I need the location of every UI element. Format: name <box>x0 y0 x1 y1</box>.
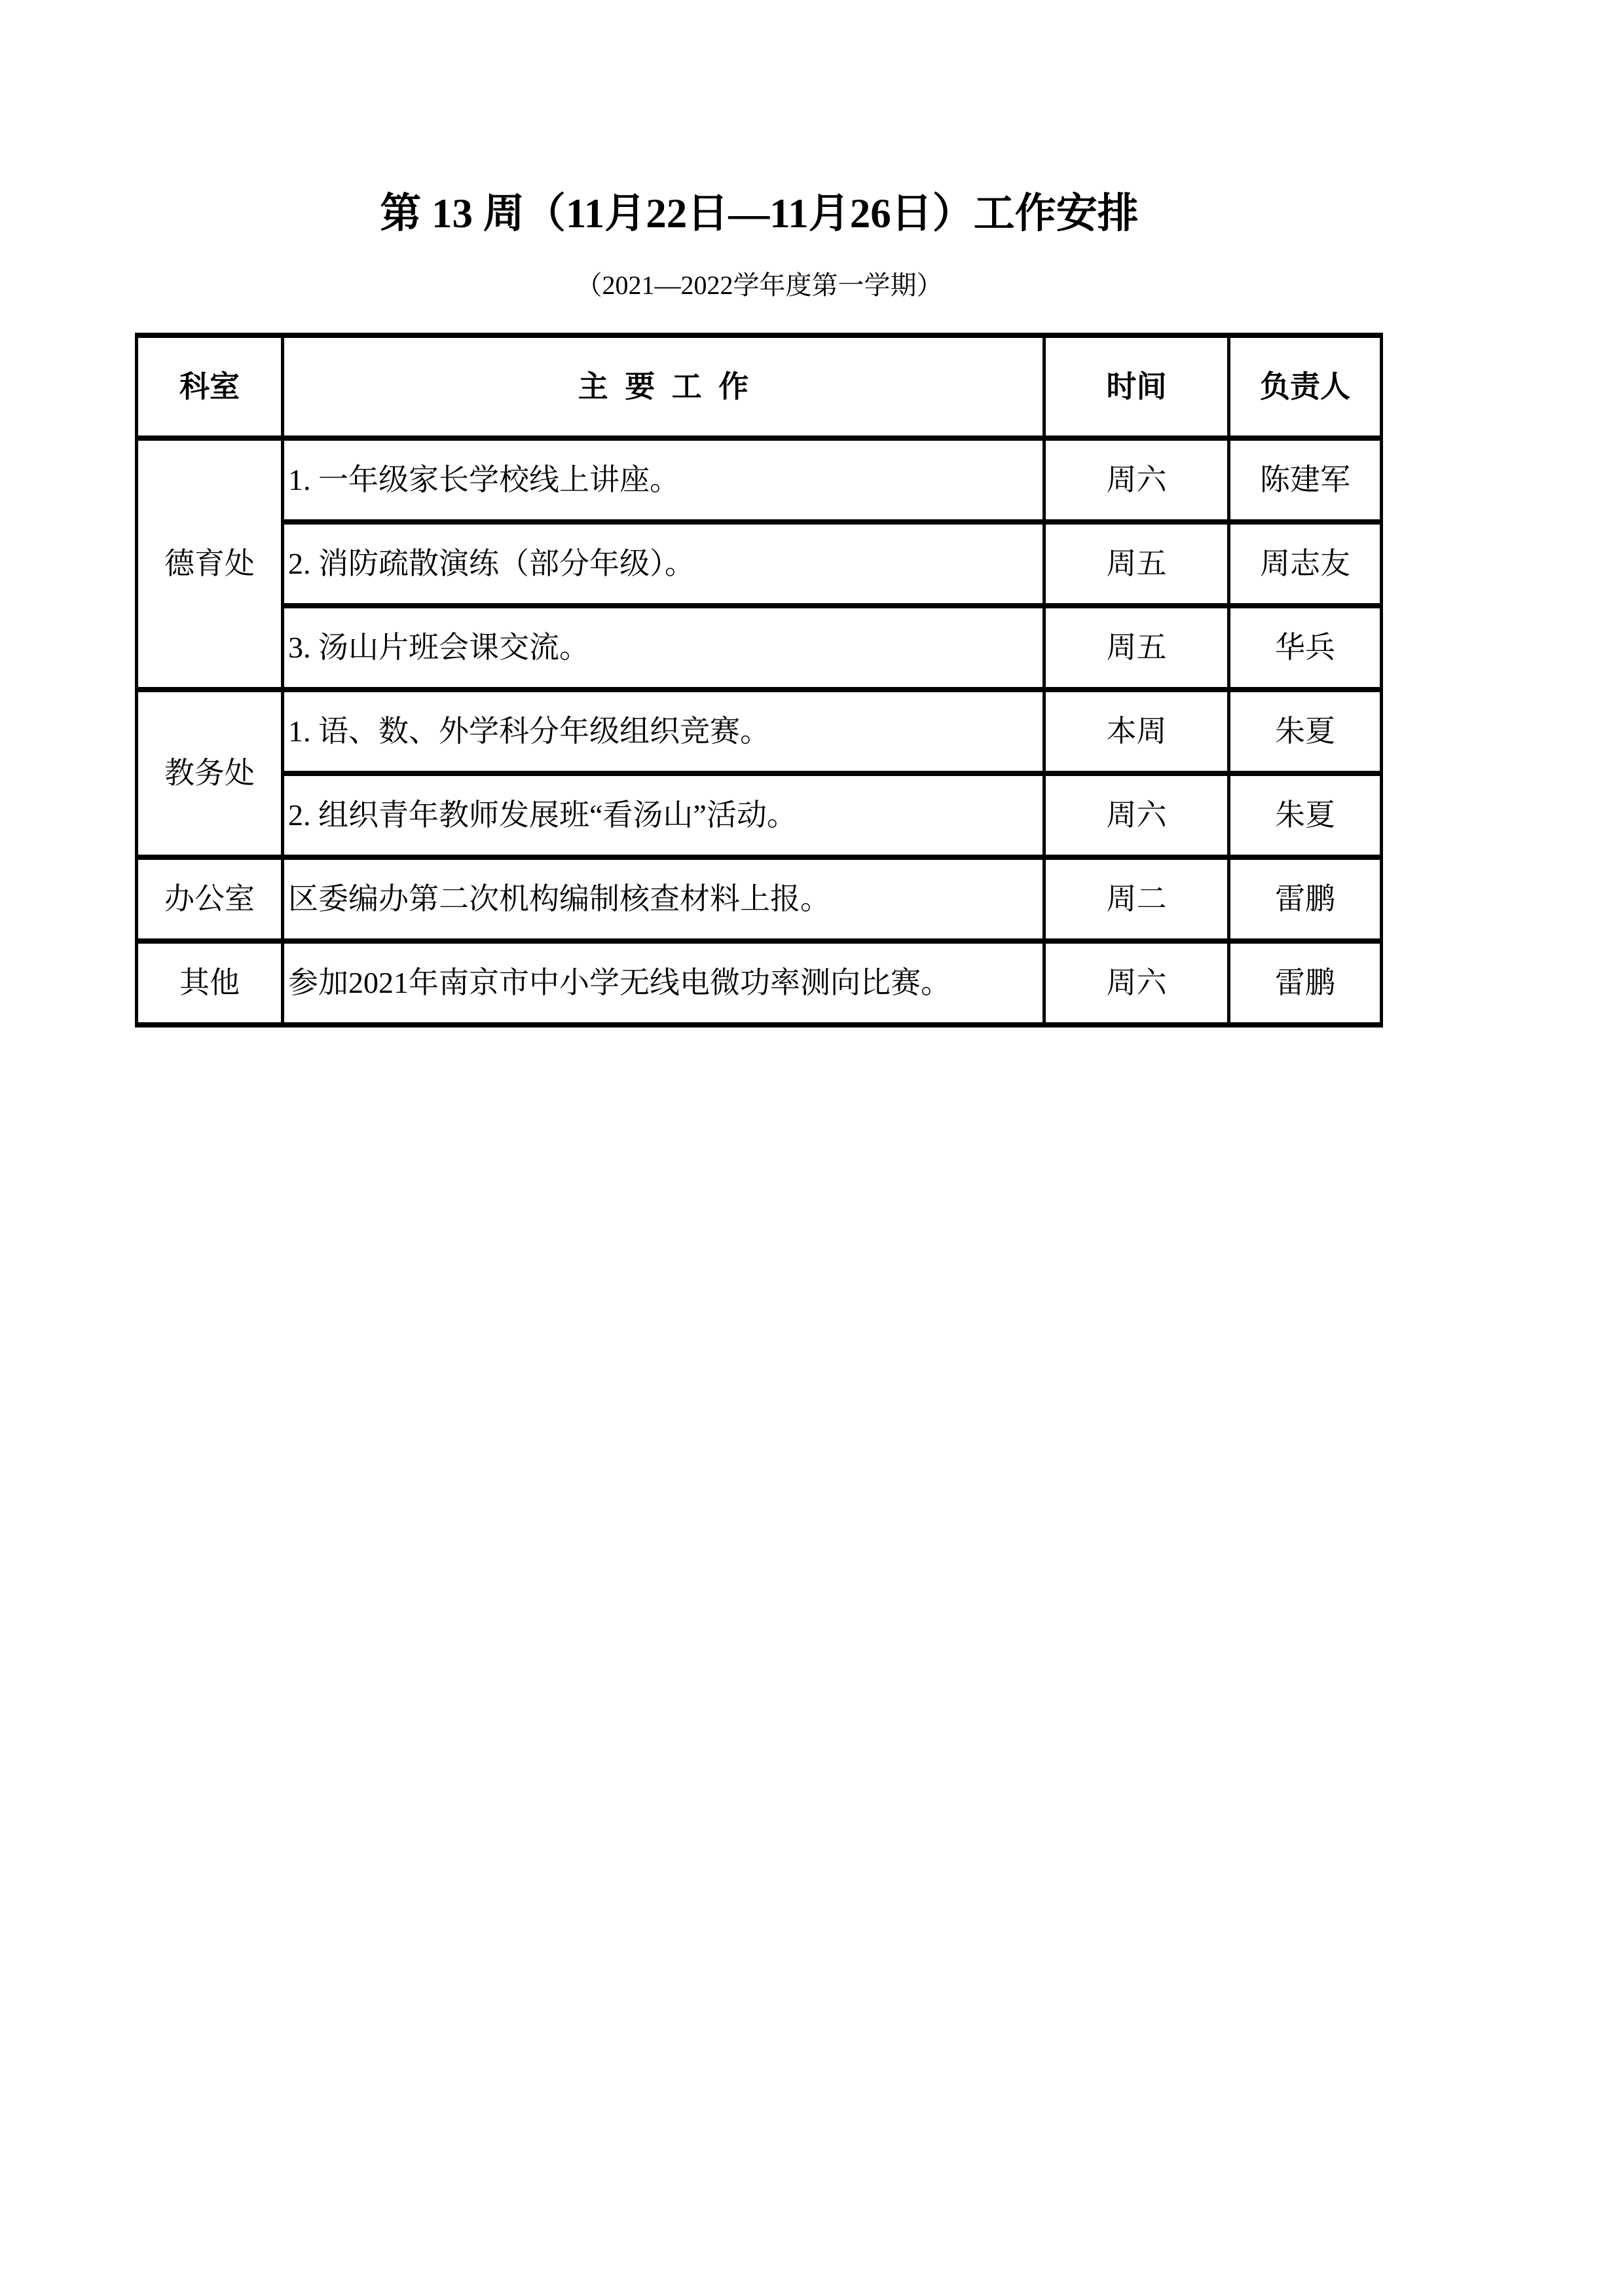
work-cell: 1. 一年级家长学校线上讲座。 <box>283 438 1044 522</box>
time-cell: 周六 <box>1044 438 1229 522</box>
person-cell: 周志友 <box>1229 522 1382 606</box>
time-cell: 周六 <box>1044 773 1229 857</box>
schedule-table <box>135 333 1383 1028</box>
time-cell: 周六 <box>1044 941 1229 1025</box>
department-cell-jiaowuchu: 教务处 <box>137 690 283 857</box>
table-row <box>137 857 1382 941</box>
table-row <box>137 438 1382 522</box>
header-person: 负责人 <box>1229 335 1382 438</box>
page-subtitle: （2021—2022学年度第一学期） <box>576 270 943 300</box>
time-cell: 周五 <box>1044 606 1229 690</box>
person-cell: 朱夏 <box>1229 690 1382 773</box>
person-cell: 华兵 <box>1229 606 1382 690</box>
work-cell: 参加2021年南京市中小学无线电微功率测向比赛。 <box>283 941 1044 1025</box>
header-department: 科室 <box>137 335 283 438</box>
header-row <box>137 335 1382 438</box>
table-row <box>137 941 1382 1025</box>
work-cell: 1. 语、数、外学科分年级组织竞赛。 <box>283 690 1044 773</box>
header-time: 时间 <box>1044 335 1229 438</box>
work-cell: 区委编办第二次机构编制核查材料上报。 <box>283 857 1044 941</box>
table-row <box>137 773 1382 857</box>
person-cell: 雷鹏 <box>1229 941 1382 1025</box>
person-cell: 陈建军 <box>1229 438 1382 522</box>
table-row <box>137 606 1382 690</box>
table-row <box>137 522 1382 606</box>
page-title: 第 13 周（11月22日—11月26日）工作安排 <box>380 191 1139 236</box>
time-cell: 周五 <box>1044 522 1229 606</box>
table-row <box>137 690 1382 773</box>
department-cell-deyuchu: 德育处 <box>137 438 283 690</box>
work-cell: 2. 消防疏散演练（部分年级）。 <box>283 522 1044 606</box>
person-cell: 雷鹏 <box>1229 857 1382 941</box>
time-cell: 本周 <box>1044 690 1229 773</box>
time-cell: 周二 <box>1044 857 1229 941</box>
work-cell: 2. 组织青年教师发展班“看汤山”活动。 <box>283 773 1044 857</box>
department-cell-bangongshi: 办公室 <box>137 857 283 941</box>
department-cell-qita: 其他 <box>137 941 283 1025</box>
work-cell: 3. 汤山片班会课交流。 <box>283 606 1044 690</box>
person-cell: 朱夏 <box>1229 773 1382 857</box>
header-main-work: 主 要 工 作 <box>283 335 1044 438</box>
